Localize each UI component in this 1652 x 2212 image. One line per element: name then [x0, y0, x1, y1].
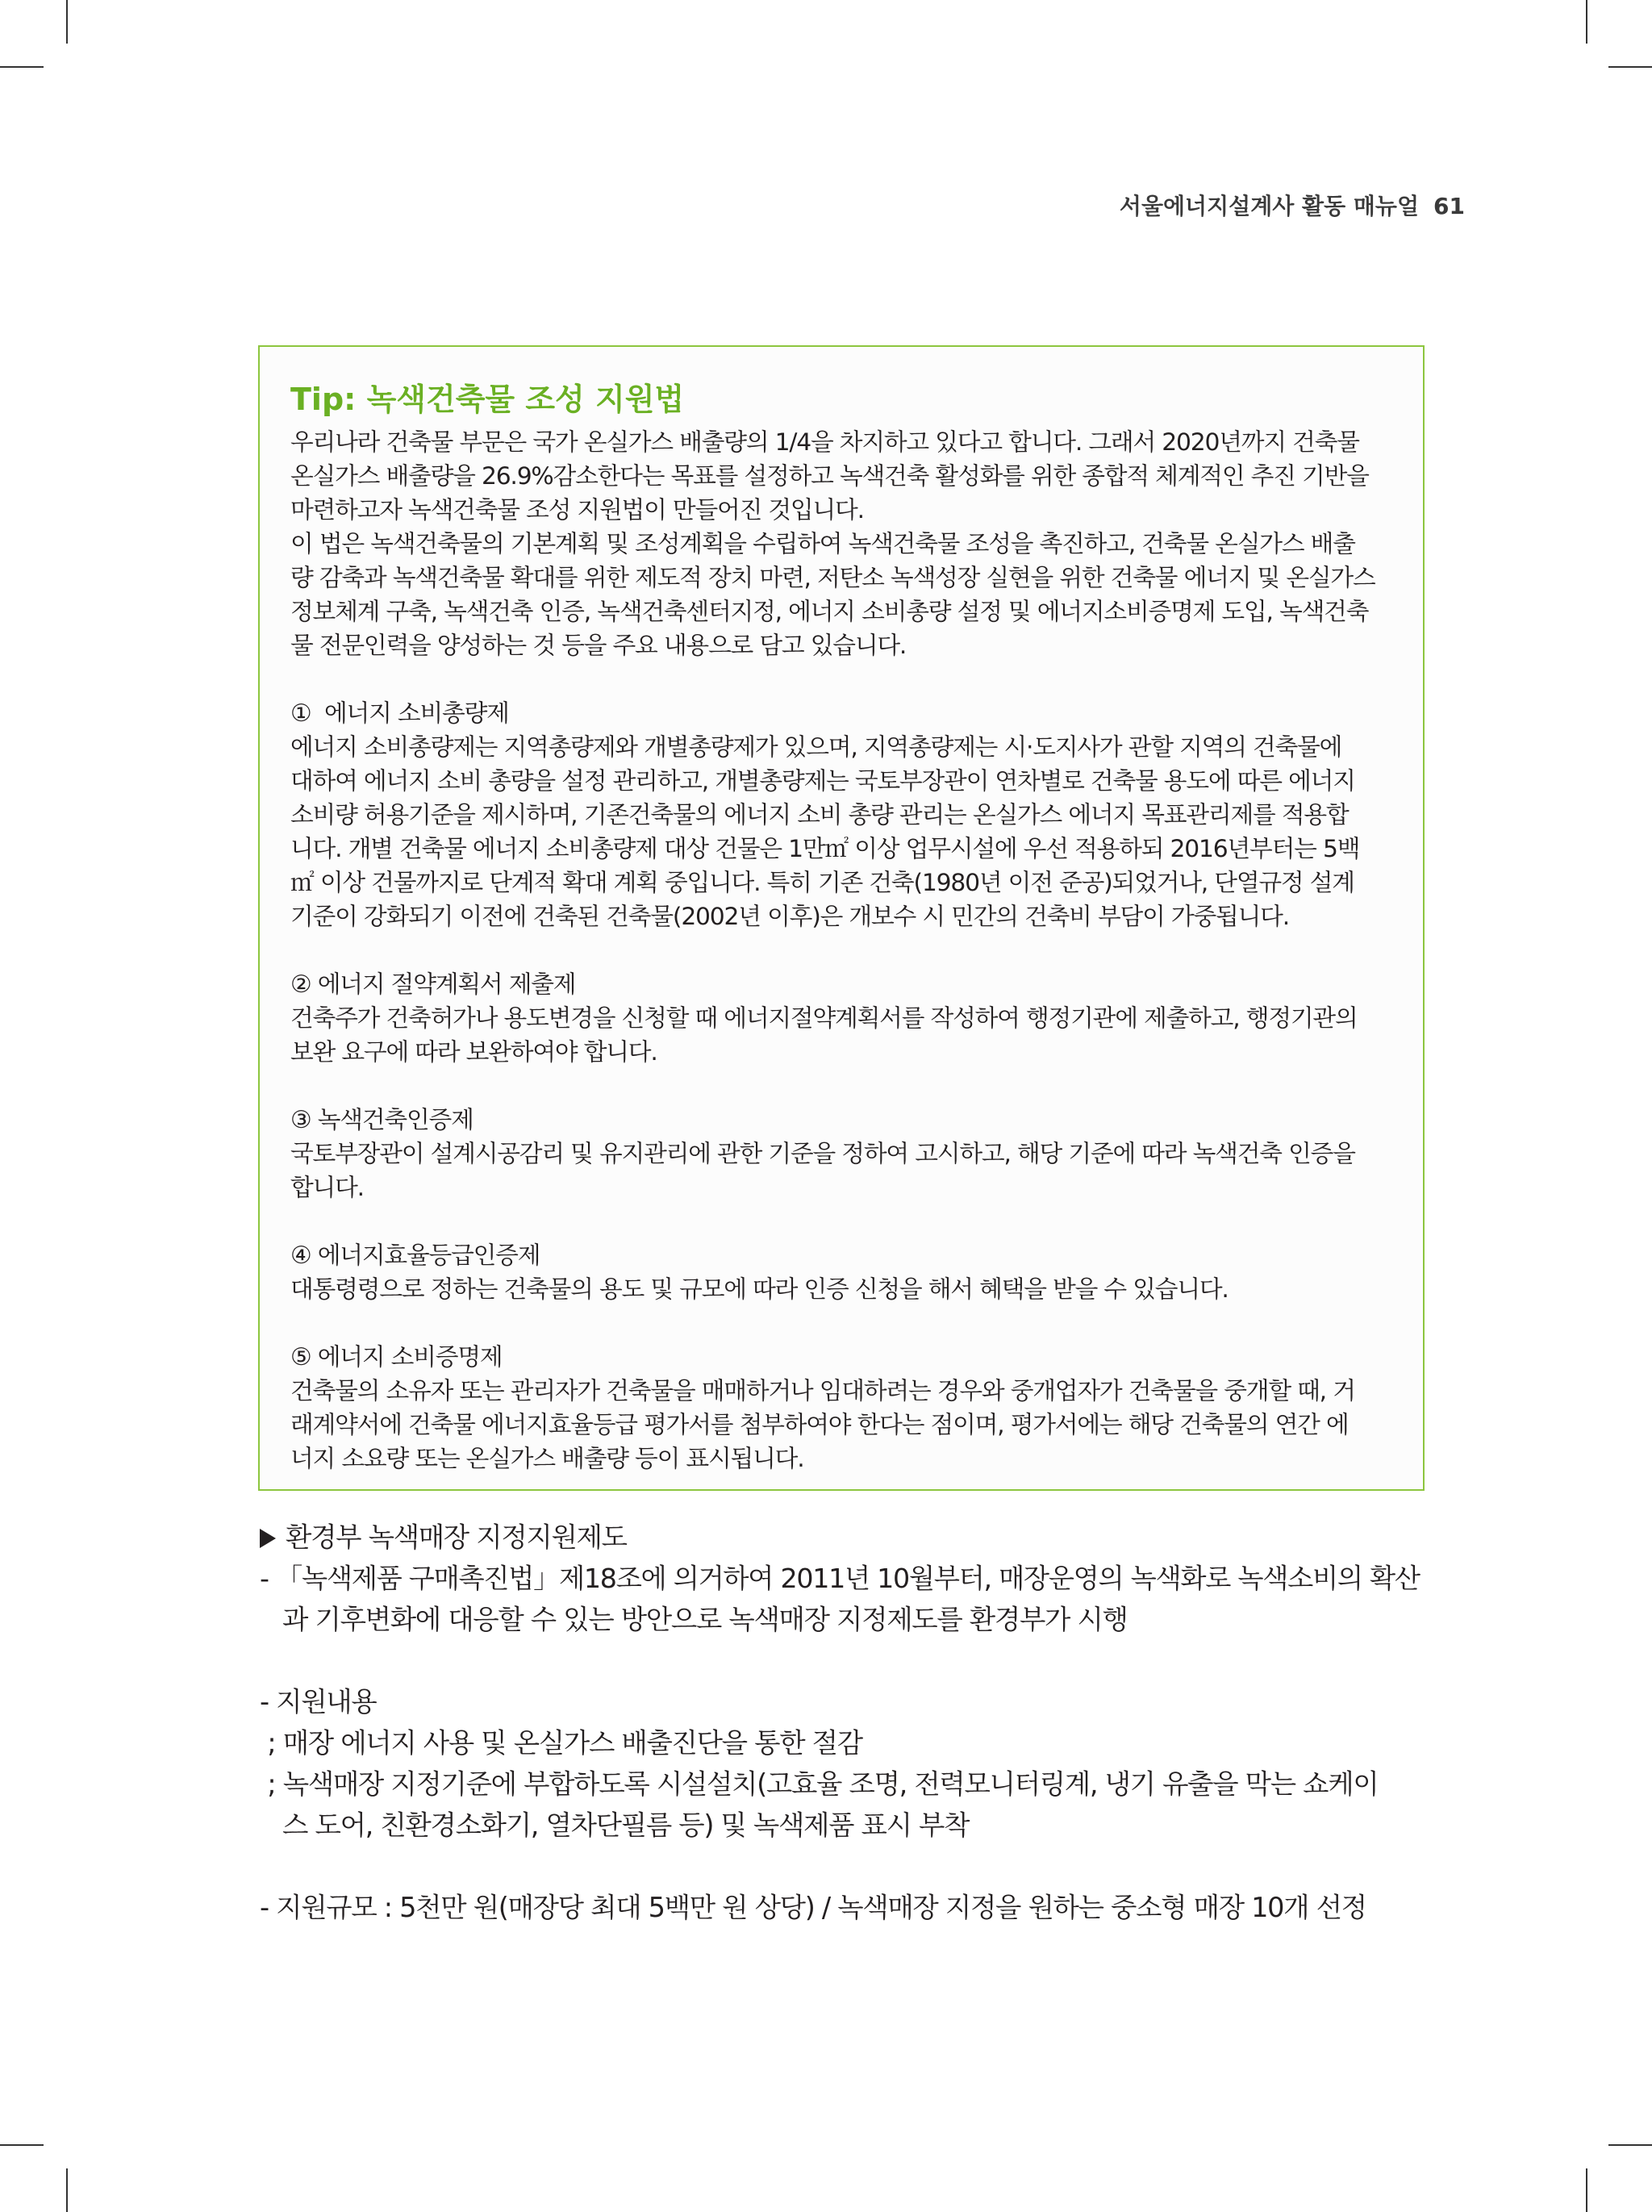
text-line: ② 에너지 절약계획서 제출제	[290, 970, 576, 999]
text-line: 소비량 허용기준을 제시하며, 기존건축물의 에너지 소비 총량 관리는 온실가스 에너지 목표관리제를 적용합	[290, 801, 1349, 829]
text-line: ㎡ 이상 건물까지로 단계적 확대 계획 중입니다. 특히 기존 건축(1980년 이전 준공)되었거나, 단열규정 설계	[290, 869, 1354, 897]
paragraph-gap	[260, 1846, 1437, 1887]
text-line: - 지원내용	[260, 1686, 377, 1717]
running-header	[1120, 189, 1465, 221]
text-line: ⑤ 에너지 소비증명제	[290, 1343, 503, 1371]
header-title: 서울에너지설계사 활동 매뉴얼	[1119, 193, 1420, 219]
text-line: ① 에너지 소비총량제	[290, 699, 509, 728]
text-line: 대하여 에너지 소비 총량을 설정 관리하고, 개별총량제는 국토부장관이 연차별로 건축물 용도에 따른 에너지	[290, 767, 1355, 795]
text-line: 보완 요구에 따라 보완하여야 합니다.	[290, 1038, 657, 1066]
crop-mark	[1586, 2168, 1587, 2212]
paragraph-gap	[290, 1070, 1420, 1104]
text-line: 니다. 개별 건축물 에너지 소비총량제 대상 건물은 1만㎡ 이상 업무시설에 우선 적용하되 2016년부터는 5백	[290, 835, 1360, 863]
tip-title: Tip: 녹색건축물 조성 지원법	[290, 382, 685, 417]
crop-mark	[1586, 0, 1587, 44]
text-line: 마련하고자 녹색건축물 조성 지원법이 만들어진 것입니다.	[290, 496, 864, 524]
text-line: 래계약서에 건축물 에너지효율등급 평가서를 첨부하여야 한다는 점이며, 평가서에는 해당 건축물의 연간 에	[290, 1411, 1349, 1439]
text-line: 기준이 강화되기 이전에 건축된 건축물(2002년 이후)은 개보수 시 민간의 건축비 부담이 가중됩니다.	[290, 903, 1289, 931]
text-line: - 지원규모 : 5천만 원(매장당 최대 5백만 원 상당) / 녹색매장 지정을 원하는 중소형 매장 10개 선정	[260, 1892, 1366, 1923]
text-line: 대통령령으로 정하는 건축물의 용도 및 규모에 따라 인증 신청을 해서 혜택을 받을 수 있습니다.	[290, 1275, 1229, 1304]
text-line: 정보체계 구축, 녹색건축 인증, 녹색건축센터지정, 에너지 소비총량 설정 및 에너지소비증명제 도입, 녹색건축	[290, 598, 1369, 626]
text-line: 물 전문인력을 양성하는 것 등을 주요 내용으로 담고 있습니다.	[290, 632, 907, 660]
crop-mark	[66, 0, 68, 44]
text-line: 에너지 소비총량제는 지역총량제와 개별총량제가 있으며, 지역총량제는 시·도지사가 관할 지역의 건축물에	[290, 733, 1342, 762]
paragraph-gap	[290, 663, 1420, 697]
text-line: 건축물의 소유자 또는 관리자가 건축물을 매매하거나 임대하려는 경우와 중개업자가 건축물을 중개할 때, 거	[290, 1377, 1355, 1405]
crop-mark	[0, 66, 44, 68]
text-line: 온실가스 배출량을 26.9%감소한다는 목표를 설정하고 녹색건축 활성화를 위한 종합적 체계적인 추진 기반을	[290, 462, 1369, 490]
text-line: ③ 녹색건축인증제	[290, 1106, 473, 1134]
paragraph-gap	[290, 1205, 1420, 1239]
crop-mark	[66, 2168, 68, 2212]
text-line: 건축주가 건축허가나 용도변경을 신청할 때 에너지절약계획서를 작성하여 행정기관에 제출하고, 행정기관의	[290, 1004, 1358, 1033]
text-line: ④ 에너지효율등급인증제	[290, 1242, 540, 1270]
main-content	[260, 1517, 1437, 1928]
paragraph-gap	[290, 934, 1420, 968]
text-line: 너지 소요량 또는 온실가스 배출량 등이 표시됩니다.	[290, 1445, 804, 1473]
main-body	[260, 1558, 1437, 1928]
text-line: 스 도어, 친환경소화기, 열차단필름 등) 및 녹색제품 표시 부착	[260, 1809, 970, 1841]
text-line: - 「녹색제품 구매촉진법」제18조에 의거하여 2011년 10월부터, 매장운영의 녹색화로 녹색소비의 확산	[260, 1563, 1420, 1594]
text-line: ; 매장 에너지 사용 및 온실가스 배출진단을 통한 절감	[260, 1727, 862, 1759]
text-line: 우리나라 건축물 부문은 국가 온실가스 배출량의 1/4을 차지하고 있다고 합니다. 그래서 2020년까지 건축물	[290, 428, 1359, 457]
tip-body	[290, 426, 1420, 1476]
paragraph-gap	[260, 1640, 1437, 1681]
crop-mark	[1608, 66, 1652, 68]
text-line: 국토부장관이 설계시공감리 및 유지관리에 관한 기준을 정하여 고시하고, 해당 기준에 따라 녹색건축 인증을	[290, 1140, 1355, 1168]
text-line: 합니다.	[290, 1174, 364, 1202]
text-line: 량 감축과 녹색건축물 확대를 위한 제도적 장치 마련, 저탄소 녹색성장 실현을 위한 건축물 에너지 및 온실가스	[290, 564, 1375, 592]
crop-mark	[0, 2144, 44, 2146]
text-line: ; 녹색매장 지정기준에 부합하도록 시설설치(고효율 조명, 전력모니터링계, 냉기 유출을 막는 쇼케이	[260, 1768, 1379, 1800]
section-heading-text: 환경부 녹색매장 지정지원제도	[286, 1521, 627, 1553]
triangle-bullet-icon	[260, 1529, 276, 1548]
text-line: 이 법은 녹색건축물의 기본계획 및 조성계획을 수립하여 녹색건축물 조성을 촉진하고, 건축물 온실가스 배출	[290, 530, 1355, 558]
paragraph-gap	[290, 1307, 1420, 1341]
crop-mark	[1608, 2144, 1652, 2146]
section-heading	[260, 1517, 1437, 1558]
text-line: 과 기후변화에 대응할 수 있는 방안으로 녹색매장 지정제도를 환경부가 시행	[260, 1604, 1128, 1635]
page-number: 61	[1433, 193, 1465, 219]
